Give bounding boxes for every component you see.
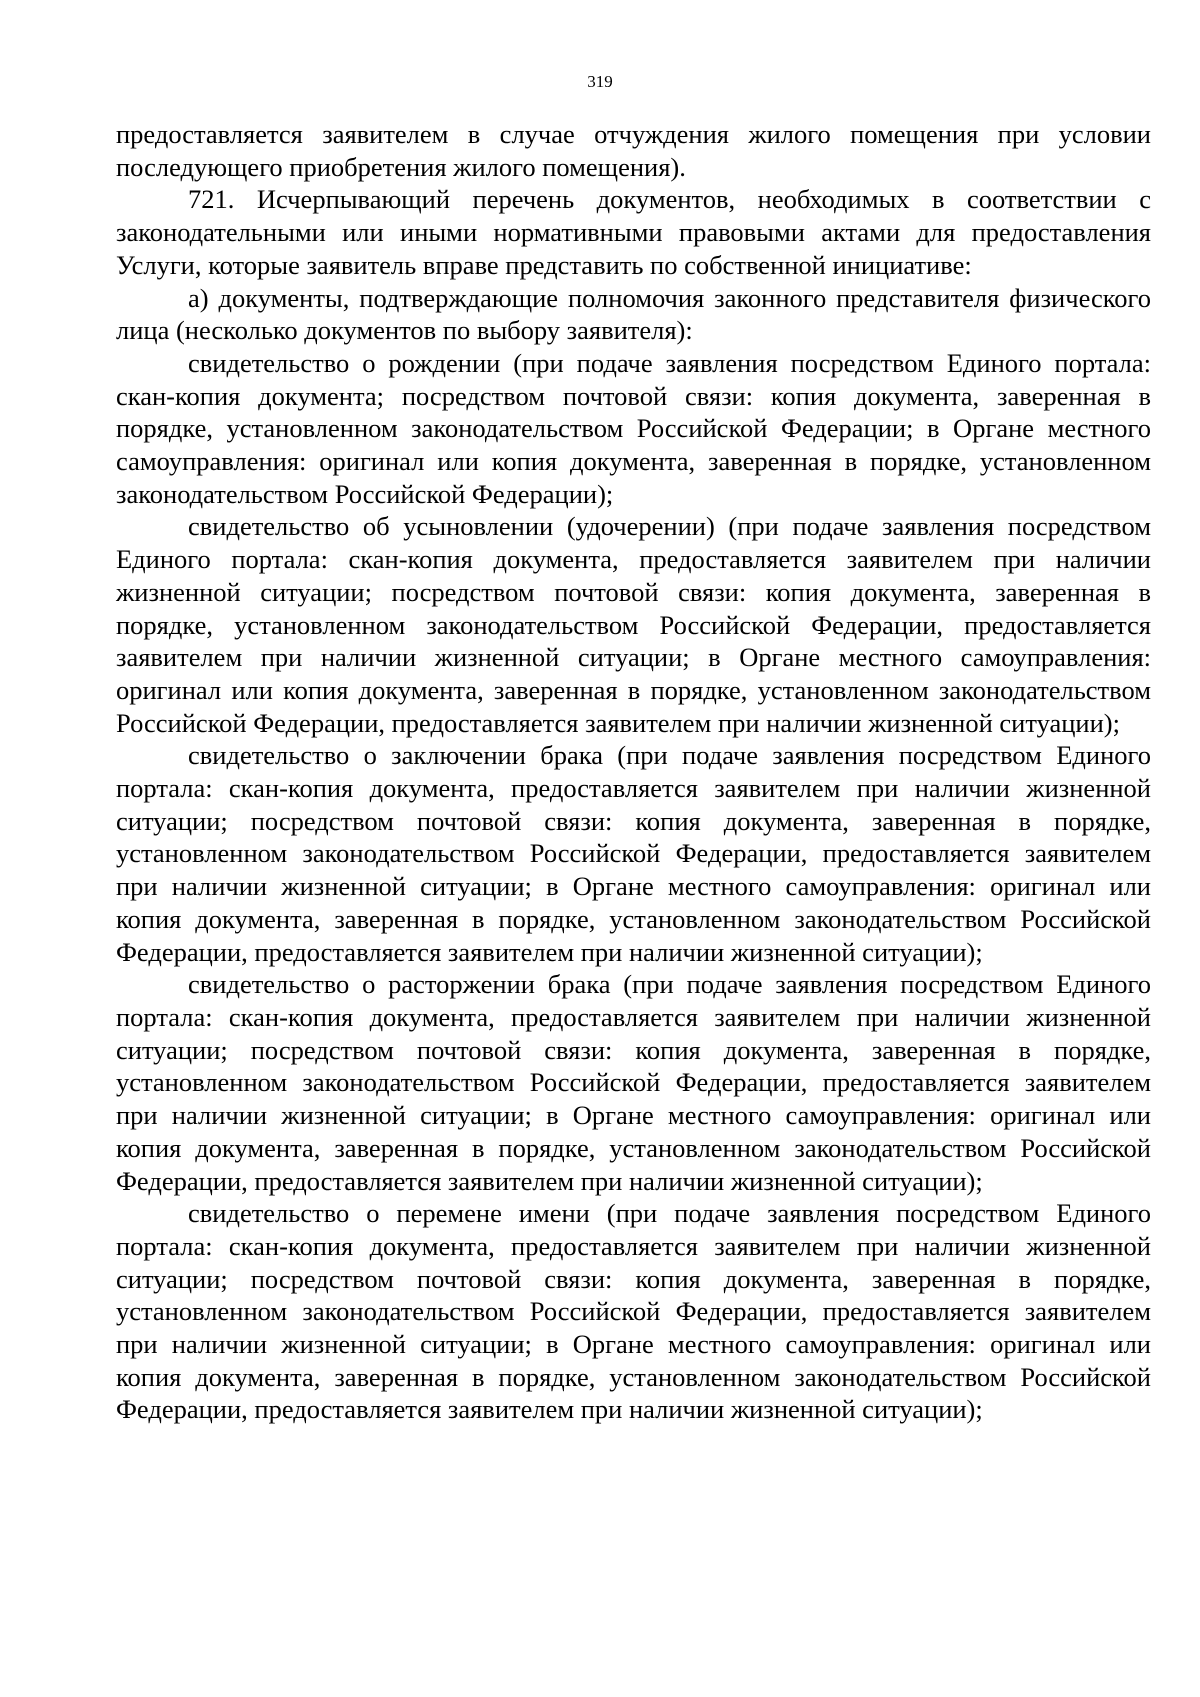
paragraph-721-intro: 721. Исчерпывающий перечень документов, необходимых в соответствии с законодательными или иными нормативными правовыми актами для предоставления Услуги, которые заявитель вправе представить по собственной инициативе: [116, 184, 1151, 280]
paragraph-adoption-certificate: свидетельство об усыновлении (удочерении) (при подаче заявления посредством Единого портала: скан-копия документа, предоставляется заявителем при наличии жизненной ситуации; посредством почтовой связи: копия документа, заверенная в порядке, установленном законодательством Российской Федерации, предоставляется заявителем при наличии жизненной ситуации; в Органе местного самоуправления: оригинал или копия документа, заверенная в порядке, установленном законодательством Российской Федерации, предоставляется заявителем при наличии жизненной ситуации); [116, 511, 1151, 738]
paragraph-item-a: а) документы, подтверждающие полномочия законного представителя физического лица (несколько документов по выбору заявителя): [116, 282, 1151, 346]
document-body [116, 118, 1151, 1426]
paragraph-divorce-certificate: свидетельство о расторжении брака (при подаче заявления посредством Единого портала: скан-копия документа, предоставляется заявителем при наличии жизненной ситуации; посредством почтовой связи: копия документа, заверенная в порядке, установленном законодательством Российской Федерации, предоставляется заявителем при наличии жизненной ситуации; в Органе местного самоуправления: оригинал или копия документа, заверенная в порядке, установленном законодательством Российской Федерации, предоставляется заявителем при наличии жизненной ситуации); [116, 969, 1151, 1196]
page-number: 319 [587, 72, 613, 91]
paragraph-name-change-certificate: свидетельство о перемене имени (при подаче заявления посредством Единого портала: скан-копия документа, предоставляется заявителем при наличии жизненной ситуации; посредством почтовой связи: копия документа, заверенная в порядке, установленном законодательством Российской Федерации, предоставляется заявителем при наличии жизненной ситуации; в Органе местного самоуправления: оригинал или копия документа, заверенная в порядке, установленном законодательством Российской Федерации, предоставляется заявителем при наличии жизненной ситуации); [116, 1198, 1151, 1425]
paragraph-birth-certificate: свидетельство о рождении (при подаче заявления посредством Единого портала: скан-копия документа; посредством почтовой связи: копия документа, заверенная в порядке, установленном законодательством Российской Федерации; в Органе местного самоуправления: оригинал или копия документа, заверенная в порядке, установленном законодательством Российской Федерации); [116, 347, 1151, 509]
paragraph-marriage-certificate: свидетельство о заключении брака (при подаче заявления посредством Единого портала: скан-копия документа, предоставляется заявителем при наличии жизненной ситуации; посредством почтовой связи: копия документа, заверенная в порядке, установленном законодательством Российской Федерации, предоставляется заявителем при наличии жизненной ситуации; в Органе местного самоуправления: оригинал или копия документа, заверенная в порядке, установленном законодательством Российской Федерации, предоставляется заявителем при наличии жизненной ситуации); [116, 740, 1151, 967]
paragraph-continuation: предоставляется заявителем в случае отчуждения жилого помещения при условии последующего приобретения жилого помещения). [116, 119, 1151, 182]
